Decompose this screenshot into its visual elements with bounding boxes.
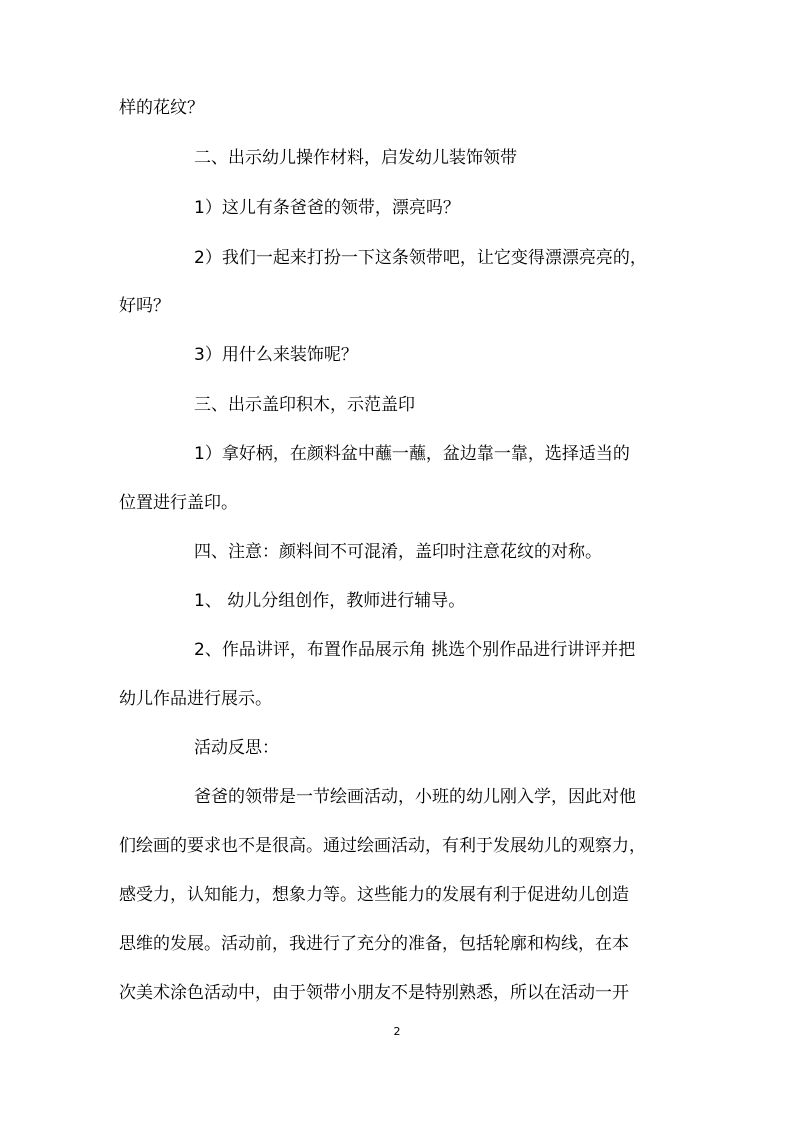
text-line: 1）拿好柄，在颜料盆中蘸一蘸，盆边靠一靠，选择适当的 xyxy=(194,444,630,464)
text-line: 们绘画的要求也不是很高。通过绘画活动，有利于发展幼儿的观察力， xyxy=(119,836,646,856)
heading-line: 四、注意：颜料间不可混淆，盖印时注意花纹的对称。 xyxy=(194,542,602,562)
heading-line: 三、出示盖印积木，示范盖印 xyxy=(194,395,415,415)
text-line: 2）我们一起来打扮一下这条领带吧，让它变得漂漂亮亮的， xyxy=(194,248,647,268)
text-line: 位置进行盖印。 xyxy=(119,493,238,513)
text-line: 感受力，认知能力，想象力等。这些能力的发展有利于促进幼儿创造 xyxy=(119,885,629,905)
page-number: 2 xyxy=(393,1025,401,1038)
text-line: 样的花纹？ xyxy=(119,98,204,118)
text-line: 好吗？ xyxy=(119,296,170,316)
text-line: 思维的发展。活动前，我进行了充分的准备，包括轮廓和构线，在本 xyxy=(119,934,629,954)
text-line: 2、作品讲评，布置作品展示角 挑选个别作品进行讲评并把 xyxy=(194,640,636,660)
section-heading: 活动反思： xyxy=(194,738,279,758)
text-line: 次美术涂色活动中，由于领带小朋友不是特别熟悉，所以在活动一开 xyxy=(119,983,629,1003)
text-line: 1、 幼儿分组创作，教师进行辅导。 xyxy=(194,591,466,611)
heading-line: 二、出示幼儿操作材料，启发幼儿装饰领带 xyxy=(194,148,517,168)
text-line: 1）这儿有条爸爸的领带，漂亮吗？ xyxy=(194,198,460,218)
text-line: 3）用什么来装饰呢？ xyxy=(194,345,358,365)
text-line: 幼儿作品进行展示。 xyxy=(119,689,272,709)
text-line: 爸爸的领带是一节绘画活动，小班的幼儿刚入学，因此对他 xyxy=(194,787,636,807)
